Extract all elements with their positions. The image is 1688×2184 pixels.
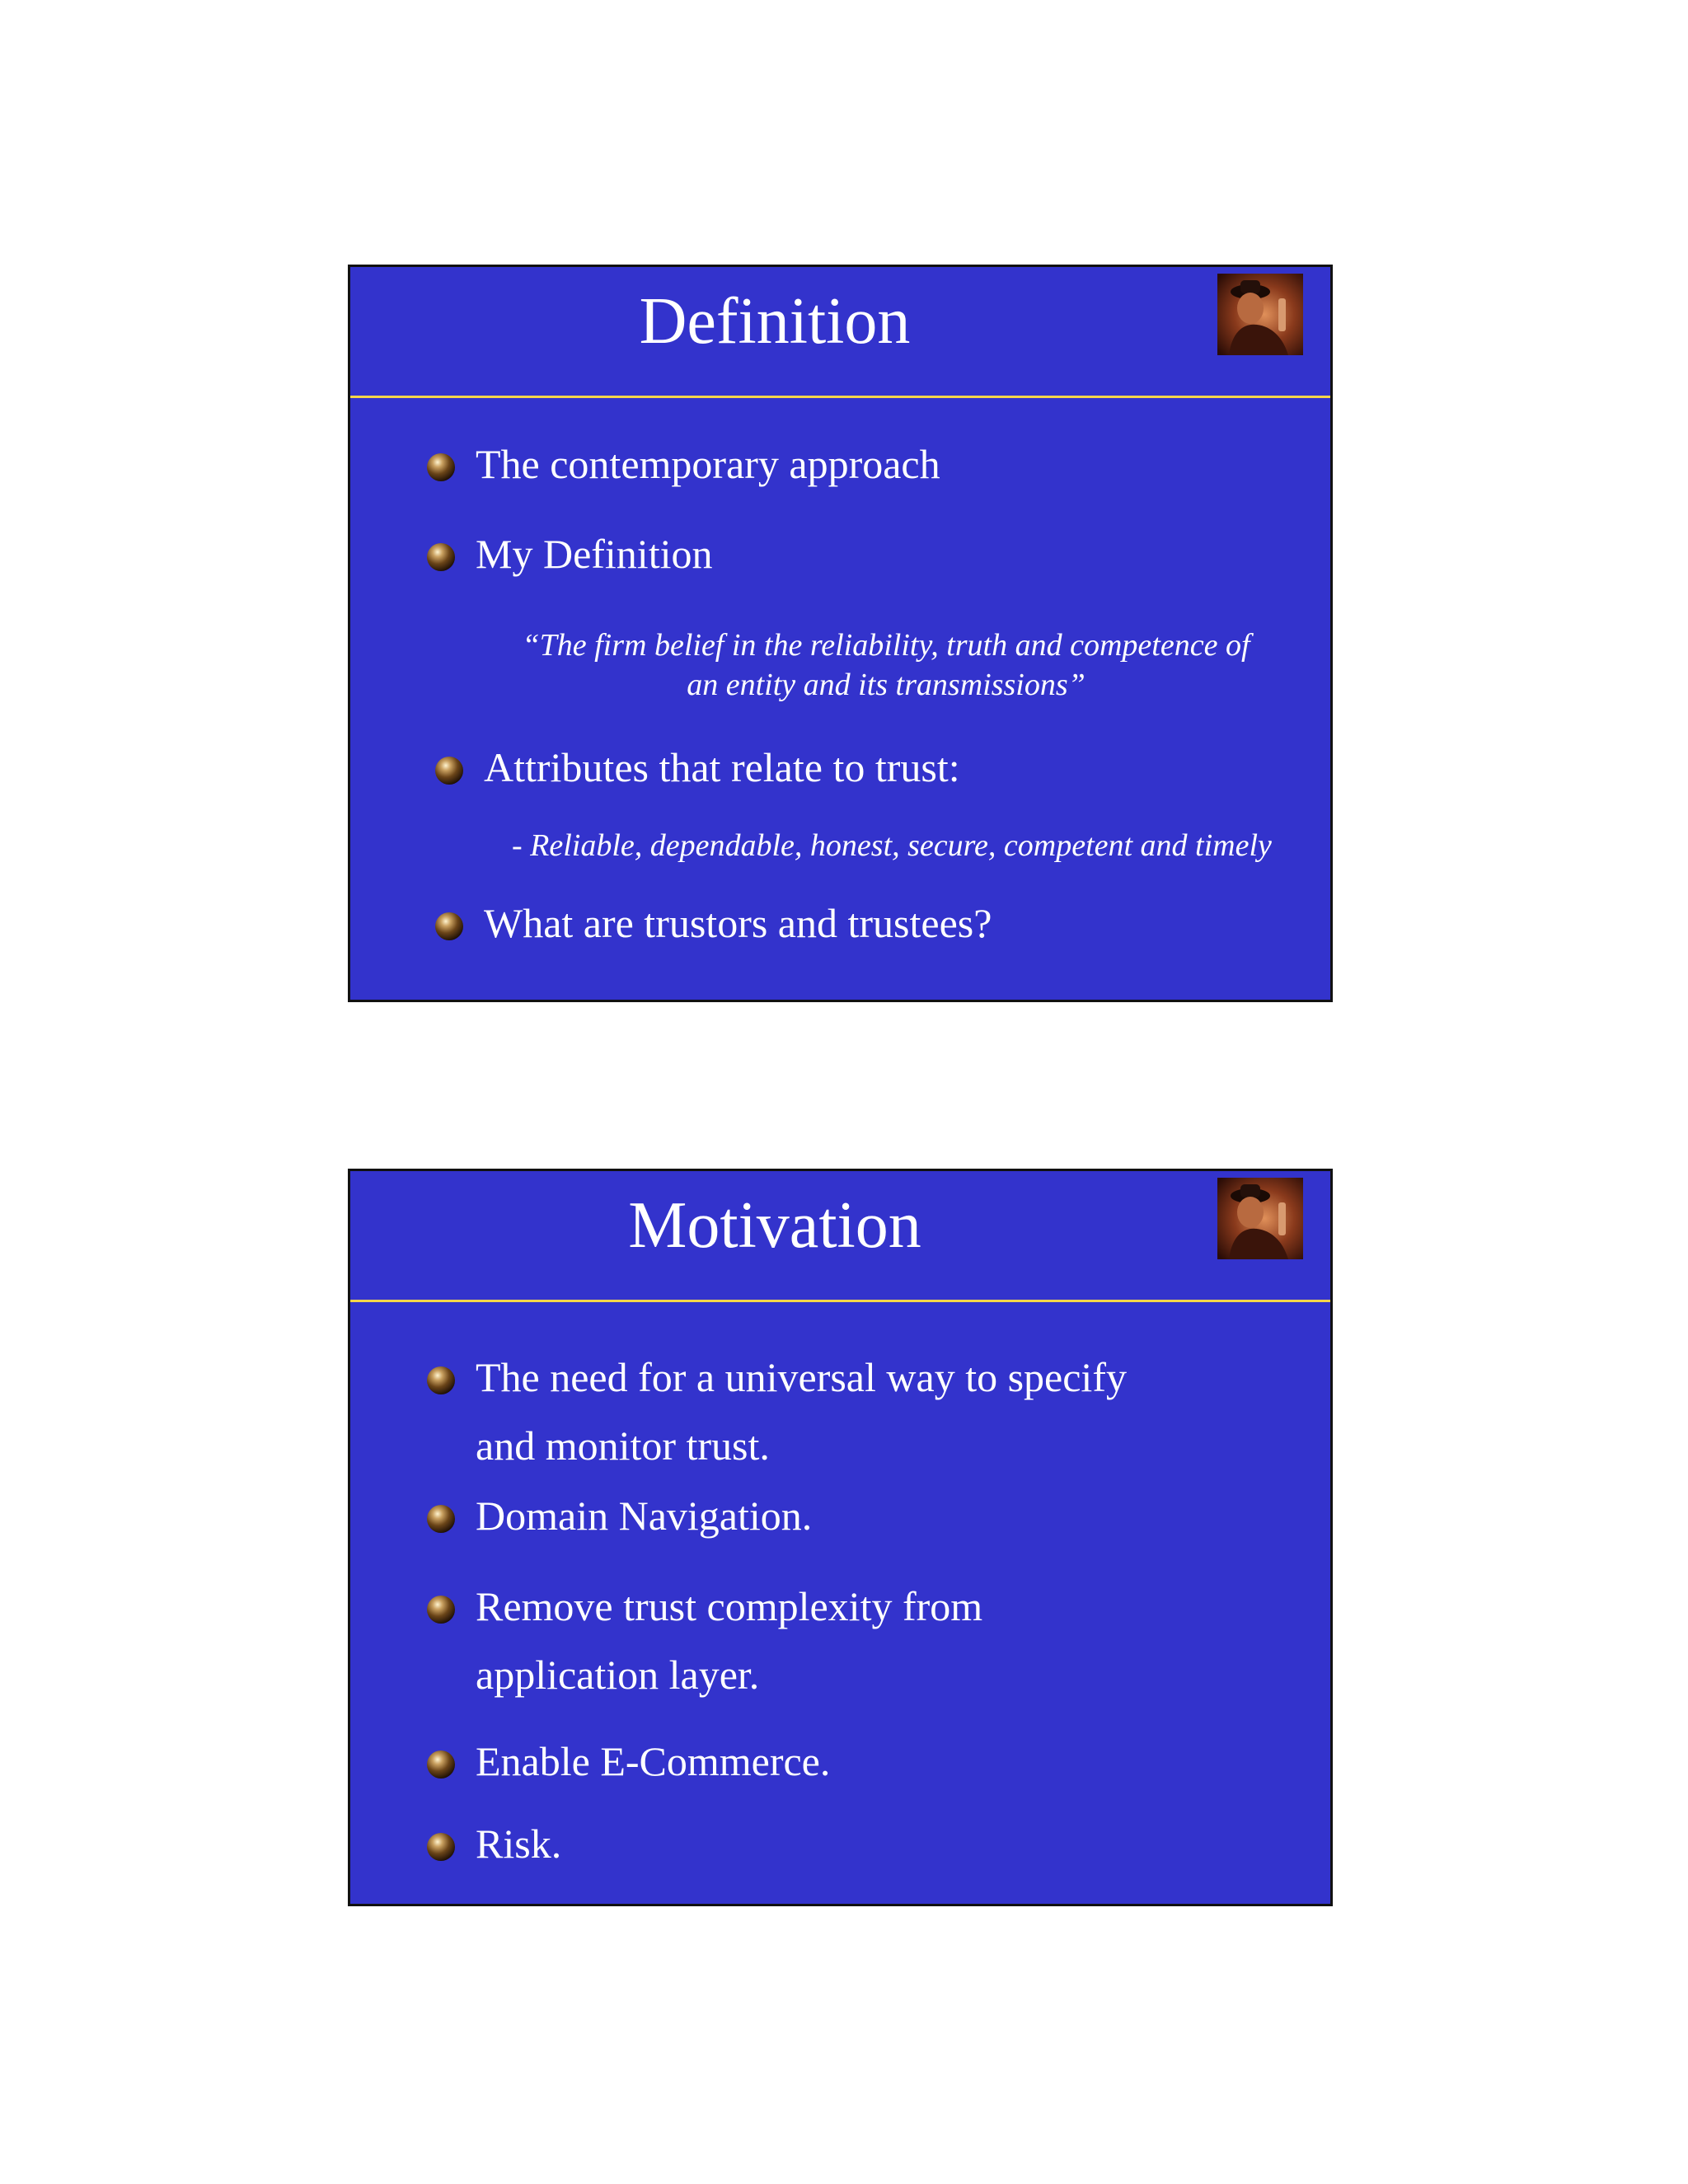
bronze-sphere-bullet-icon bbox=[425, 1831, 457, 1863]
portrait-thumbnail bbox=[1217, 1178, 1303, 1259]
bronze-sphere-bullet-icon bbox=[425, 541, 457, 573]
bullet-text: Attributes that relate to trust: bbox=[484, 744, 960, 790]
bullet-item bbox=[425, 1821, 562, 1867]
bullet-item bbox=[425, 1354, 1127, 1469]
bronze-sphere-bullet-icon bbox=[425, 1503, 457, 1535]
bullet-text: The contemporary approach bbox=[476, 441, 940, 487]
slide-motivation bbox=[348, 1169, 1333, 1906]
bullet-item bbox=[434, 744, 960, 790]
bullet-text: Domain Navigation. bbox=[476, 1493, 813, 1539]
bullet-text-line: The need for a universal way to specify bbox=[476, 1354, 1127, 1400]
bullet-text: What are trustors and trustees? bbox=[484, 900, 992, 946]
attributes-list: - Reliable, dependable, honest, secure, competent and timely bbox=[512, 828, 1272, 863]
bullet-text bbox=[476, 1354, 1127, 1469]
bronze-sphere-bullet-icon bbox=[425, 1749, 457, 1780]
bullet-item bbox=[434, 902, 992, 944]
bullet-text bbox=[476, 1583, 983, 1698]
bullet-item bbox=[425, 531, 713, 577]
bullet-text-line: Remove trust complexity from bbox=[476, 1583, 983, 1629]
bullet-text-line: application layer. bbox=[476, 1652, 760, 1698]
bullet-text-line: and monitor trust. bbox=[476, 1422, 770, 1469]
bullet-text: Risk. bbox=[476, 1821, 562, 1867]
quote-line: “The firm belief in the reliability, truth and competence of bbox=[522, 628, 1250, 663]
definition-quote bbox=[495, 626, 1278, 705]
bullet-item bbox=[425, 1738, 831, 1784]
bullet-item bbox=[425, 443, 940, 485]
bronze-sphere-bullet-icon bbox=[434, 911, 465, 942]
bullet-item bbox=[425, 1493, 813, 1539]
bullet-item bbox=[425, 1583, 983, 1698]
bronze-sphere-bullet-icon bbox=[425, 1594, 457, 1625]
bronze-sphere-bullet-icon bbox=[425, 452, 457, 483]
title-divider bbox=[350, 1300, 1330, 1302]
slide-title: Definition bbox=[639, 285, 911, 358]
bullet-text: My Definition bbox=[476, 531, 713, 577]
title-divider bbox=[350, 396, 1330, 398]
portrait-thumbnail bbox=[1217, 274, 1303, 355]
bronze-sphere-bullet-icon bbox=[425, 1365, 457, 1396]
slide-title: Motivation bbox=[628, 1189, 921, 1262]
bronze-sphere-bullet-icon bbox=[434, 755, 465, 786]
quote-line: an entity and its transmissions” bbox=[687, 668, 1085, 702]
slide-definition bbox=[348, 265, 1333, 1002]
bullet-text: Enable E-Commerce. bbox=[476, 1738, 831, 1784]
